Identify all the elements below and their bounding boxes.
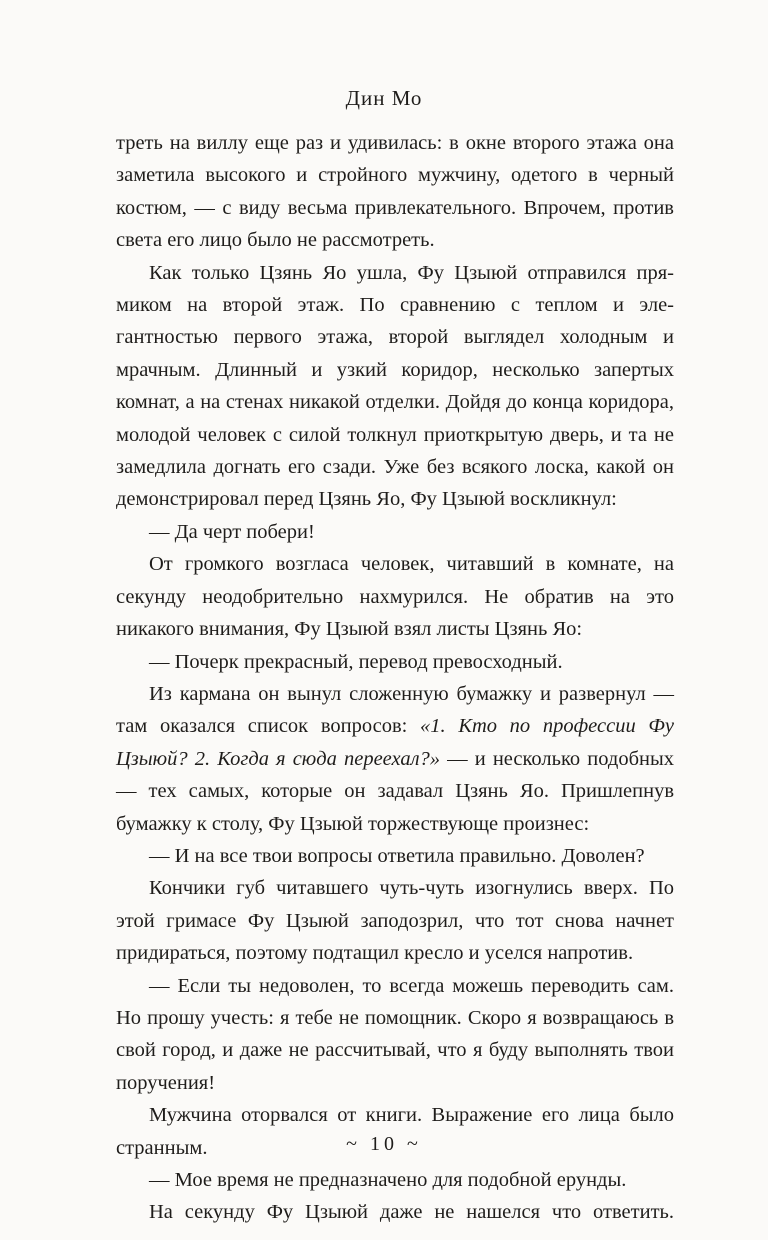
dialogue-line: — Почерк прекрасный, перевод превосходный.	[149, 650, 563, 673]
paragraph	[116, 678, 674, 840]
paragraph: На секунду Фу Цзыюй даже не нашелся что ответить.	[149, 1201, 674, 1224]
paragraph-text: — и несколько подобных — тех самых, которые он задавал Цзянь Яо. Пришлепнув бумажку к столу, Фу Цзыюй торжествующе произнес:	[116, 747, 675, 835]
dialogue-line: — Да черт побери!	[149, 520, 315, 543]
running-head: Дин Мо	[345, 86, 423, 110]
paragraph: Мужчина оторвался от книги. Выражение его лица было странным.	[116, 1104, 674, 1159]
dialogue-line: — Мое время не предназначено для подобной ерунды.	[149, 1169, 627, 1191]
page-number: ~ 10 ~	[346, 1133, 422, 1155]
paragraph-text: Из кармана он вынул сложенную бумажку и развернул — там оказался список вопросов:	[116, 682, 674, 738]
dialogue-line: — И на все твои вопросы ответила правильно. Доволен?	[149, 844, 645, 867]
dialogue-line: — Если ты недоволен, то всегда можешь переводить сам. Но прошу учесть: я тебе не помощник. Скоро я возвращаюсь в свой город, и даже не рассчитывай, что я буду выполнять твои поручения!	[116, 974, 674, 1094]
paragraph: треть на виллу еще раз и удивилась: в окне второго этажа она заметила высокого и стройного мужчину, одетого в черный костюм, — с виду весьма привлекательного. Впрочем, против света его лицо было не рассмотреть.	[116, 132, 674, 252]
quoted-question-list: «1. Кто по профессии Фу Цзыюй? 2. Когда я сюда переехал?»	[116, 715, 674, 770]
paragraph: Кончики губ читавшего чуть-чуть изогнулись вверх. По этой гримасе Фу Цзыюй заподозрил, что тот снова начнет придираться, поэтому подтащил кресло и уселся напротив.	[116, 877, 674, 965]
body-text	[116, 127, 674, 1229]
paragraph: От громкого возгласа человек, читавший в комнате, на секунду неодобрительно нахмурился. Не обратив на это никакого внимания, Фу Цзыюй взял листы Цзянь Яо:	[116, 553, 674, 641]
paragraph: Как только Цзянь Яо ушла, Фу Цзыюй отправился прямиком на второй этаж. По сравнению с теплом и элегантностью первого этажа, второй выглядел холодным и мрачным. Длинный и узкий коридор, несколько запертых комнат, а на стенах никакой отделки. Дойдя до конца коридора, молодой человек с силой толкнул приоткрытую дверь, и та не замедлила догнать его сзади. Уже без всякого лоска, какой он демонстрировал перед Цзянь Яо, Фу Цзыюй воскликнул:	[116, 261, 674, 511]
